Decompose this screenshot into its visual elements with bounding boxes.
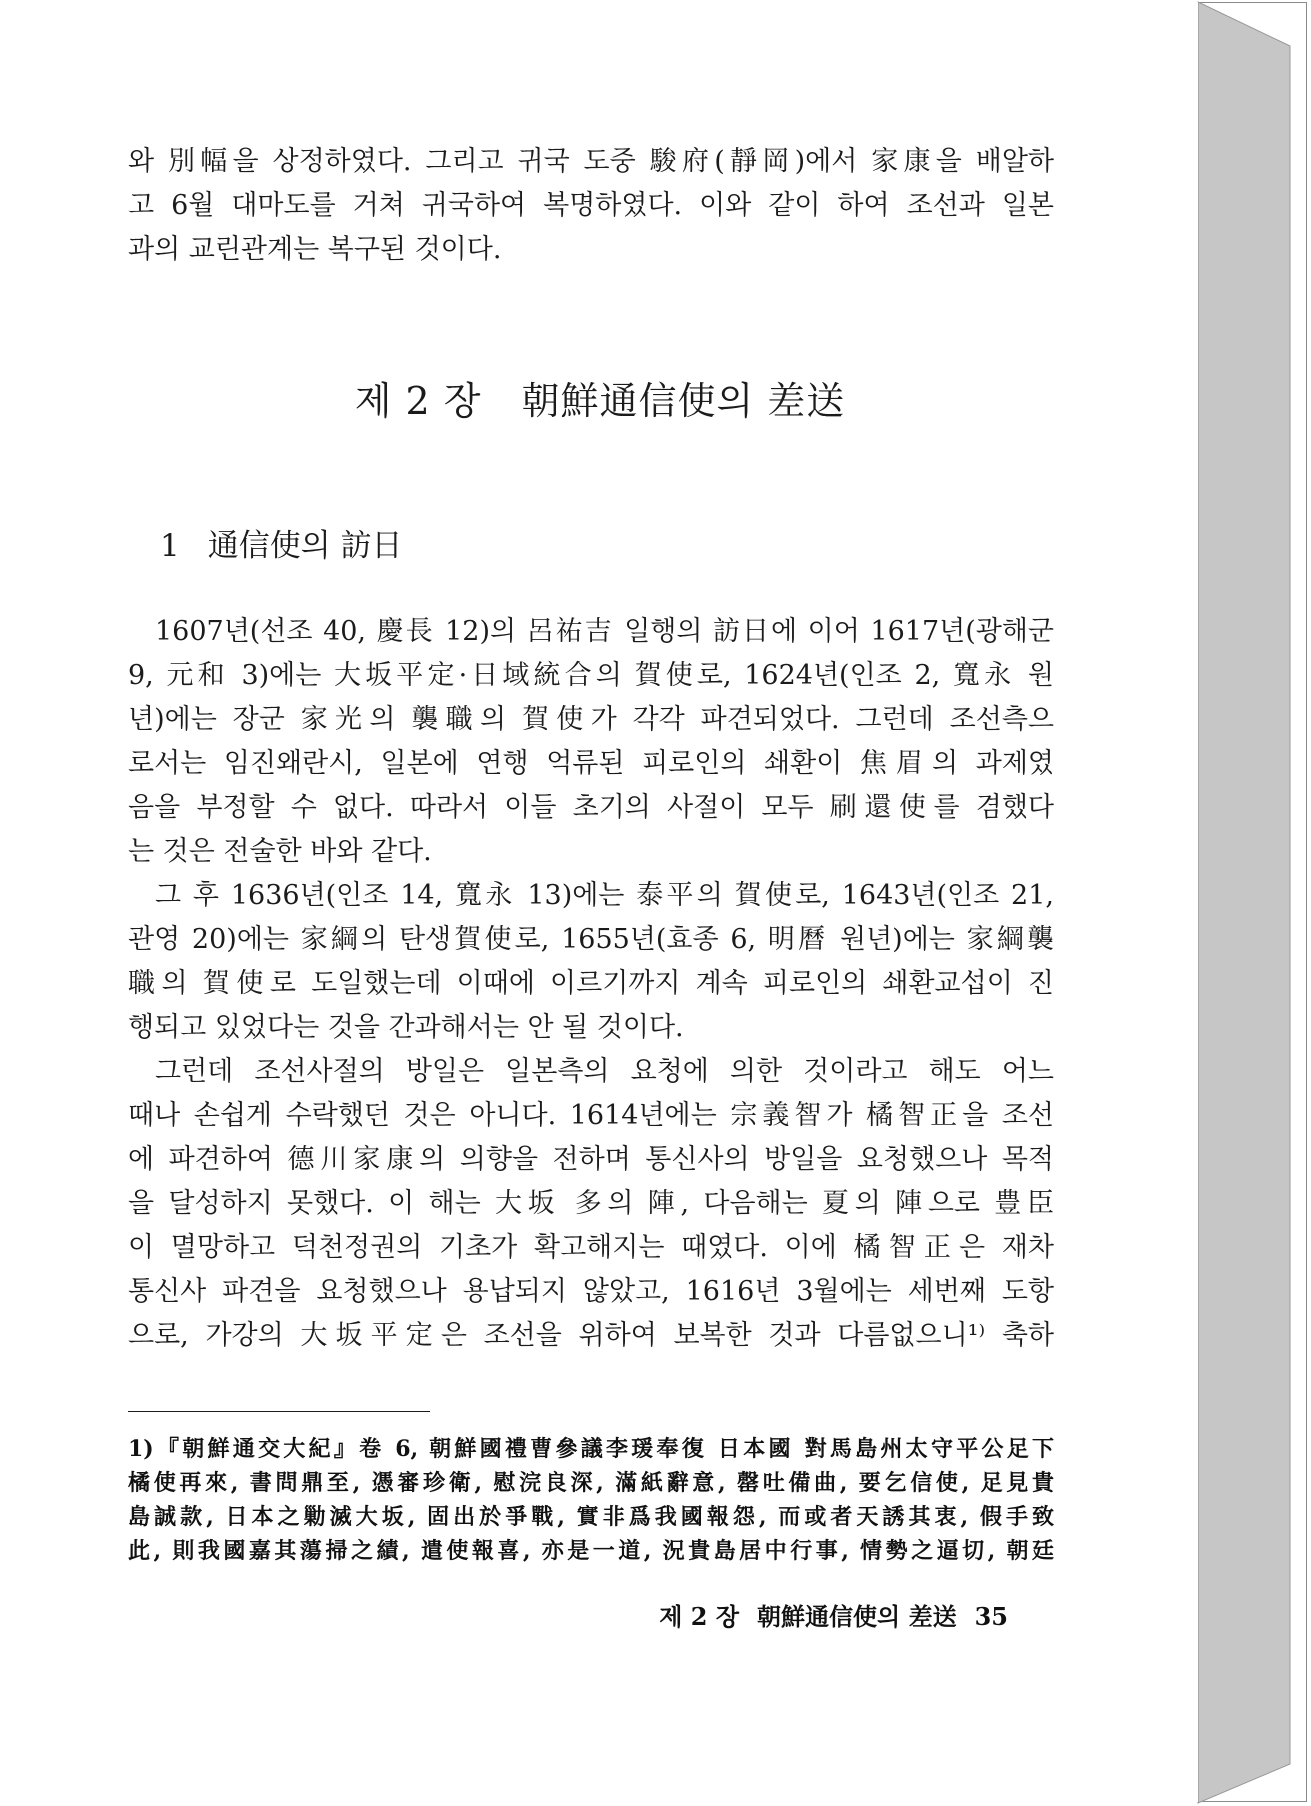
document-page — [2, 2, 1198, 1802]
text-line: 로서는 임진왜란시, 일본에 연행 억류된 피로인의 쇄환이 焦眉의 과제였 — [128, 748, 1054, 779]
footnote-line: 島誠款, 日本之勦滅大坂, 固出於爭戰, 實非爲我國報怨, 而或者天誘其衷, 假手致 — [128, 1504, 1054, 1530]
text-line: 고 6월 대마도를 거쳐 귀국하여 복명하였다. 이와 같이 하여 조선과 일본 — [128, 190, 1054, 221]
page-number: 35 — [974, 1602, 1008, 1631]
text-line: 을 달성하지 못했다. 이 해는 大坂 多의 陣, 다음해는 夏의 陣으로 豊臣 — [128, 1188, 1054, 1219]
text-line: 이 멸망하고 덕천정권의 기초가 확고해지는 때였다. 이에 橘智正은 재차 — [128, 1232, 1054, 1263]
text-line: 관영 20)에는 家綱의 탄생賀使로, 1655년(효종 6, 明曆 원년)에는 家綱襲 — [128, 924, 1054, 955]
chapter-number: 제 2 장 — [354, 379, 482, 423]
section-number: 1 — [160, 528, 180, 564]
paragraph-1 — [128, 610, 1054, 874]
footnote-line: 1)『朝鮮通交大紀』卷 6, 朝鮮國禮曹參議李瑗奉復 日本國 對馬島州太守平公足下 — [128, 1436, 1054, 1462]
text-line: 행되고 있었다는 것을 간과해서는 안 될 것이다. — [128, 1012, 684, 1043]
text-line: 9, 元和 3)에는 大坂平定·日域統合의 賀使로, 1624년(인조 2, 寬永 원 — [128, 660, 1054, 691]
footnote-divider — [128, 1411, 430, 1412]
running-footer — [659, 1597, 1008, 1632]
text-line: 1607년(선조 40, 慶長 12)의 呂祐吉 일행의 訪日에 이어 1617년(광해군 — [155, 616, 1054, 647]
section-title — [160, 520, 403, 565]
text-line: 과의 교린관계는 복구된 것이다. — [128, 234, 502, 265]
text-line: 그 후 1636년(인조 14, 寬永 13)에는 泰平의 賀使로, 1643년(인조 21, — [155, 880, 1054, 911]
text-line: 때나 손쉽게 수락했던 것은 아니다. 1614년에는 宗義智가 橘智正을 조선 — [128, 1100, 1054, 1131]
chapter-title — [2, 370, 1198, 425]
paragraph-3 — [128, 1050, 1054, 1358]
chapter-title-text: 朝鮮通信使의 差送 — [521, 379, 846, 423]
footnote — [128, 1432, 1054, 1568]
footer-chapter-title: 朝鮮通信使의 差送 — [757, 1602, 957, 1631]
text-line: 는 것은 전술한 바와 같다. — [128, 836, 432, 867]
text-line: 음을 부정할 수 없다. 따라서 이들 초기의 사절이 모두 刷還使를 겸했다 — [128, 792, 1054, 823]
text-line: 와 別幅을 상정하였다. 그리고 귀국 도중 駿府(靜岡)에서 家康을 배알하 — [128, 146, 1054, 177]
section-title-text: 通信使의 訪日 — [207, 528, 403, 564]
text-line: 통신사 파견을 요청했으나 용납되지 않았고, 1616년 3월에는 세번째 도항 — [128, 1276, 1054, 1307]
footnote-line: 橘使再來, 書問鼎至, 憑審珍衛, 慰浣良深, 滿紙辭意, 罄吐備曲, 要乞信使, 足見貴 — [128, 1470, 1054, 1496]
footer-chapter-label: 제 2 장 — [659, 1602, 740, 1631]
text-line: 년)에는 장군 家光의 襲職의 賀使가 각각 파견되었다. 그런데 조선측으 — [128, 704, 1054, 735]
text-line: 職의 賀使로 도일했는데 이때에 이르기까지 계속 피로인의 쇄환교섭이 진 — [128, 968, 1054, 999]
text-line: 에 파견하여 德川家康의 의향을 전하며 통신사의 방일을 요청했으나 목적 — [128, 1144, 1054, 1175]
intro-paragraph — [128, 140, 1054, 272]
text-line: 그런데 조선사절의 방일은 일본측의 요청에 의한 것이라고 해도 어느 — [155, 1056, 1054, 1087]
footnote-line: 此, 則我國嘉其蕩掃之績, 遣使報喜, 亦是一道, 況貴島居中行事, 情勢之逼切, 朝廷 — [128, 1538, 1054, 1564]
text-line: 으로, 가강의 大坂平定은 조선을 위하여 보복한 것과 다름없으니¹⁾ 축하 — [128, 1320, 1054, 1351]
paragraph-2 — [128, 874, 1054, 1050]
